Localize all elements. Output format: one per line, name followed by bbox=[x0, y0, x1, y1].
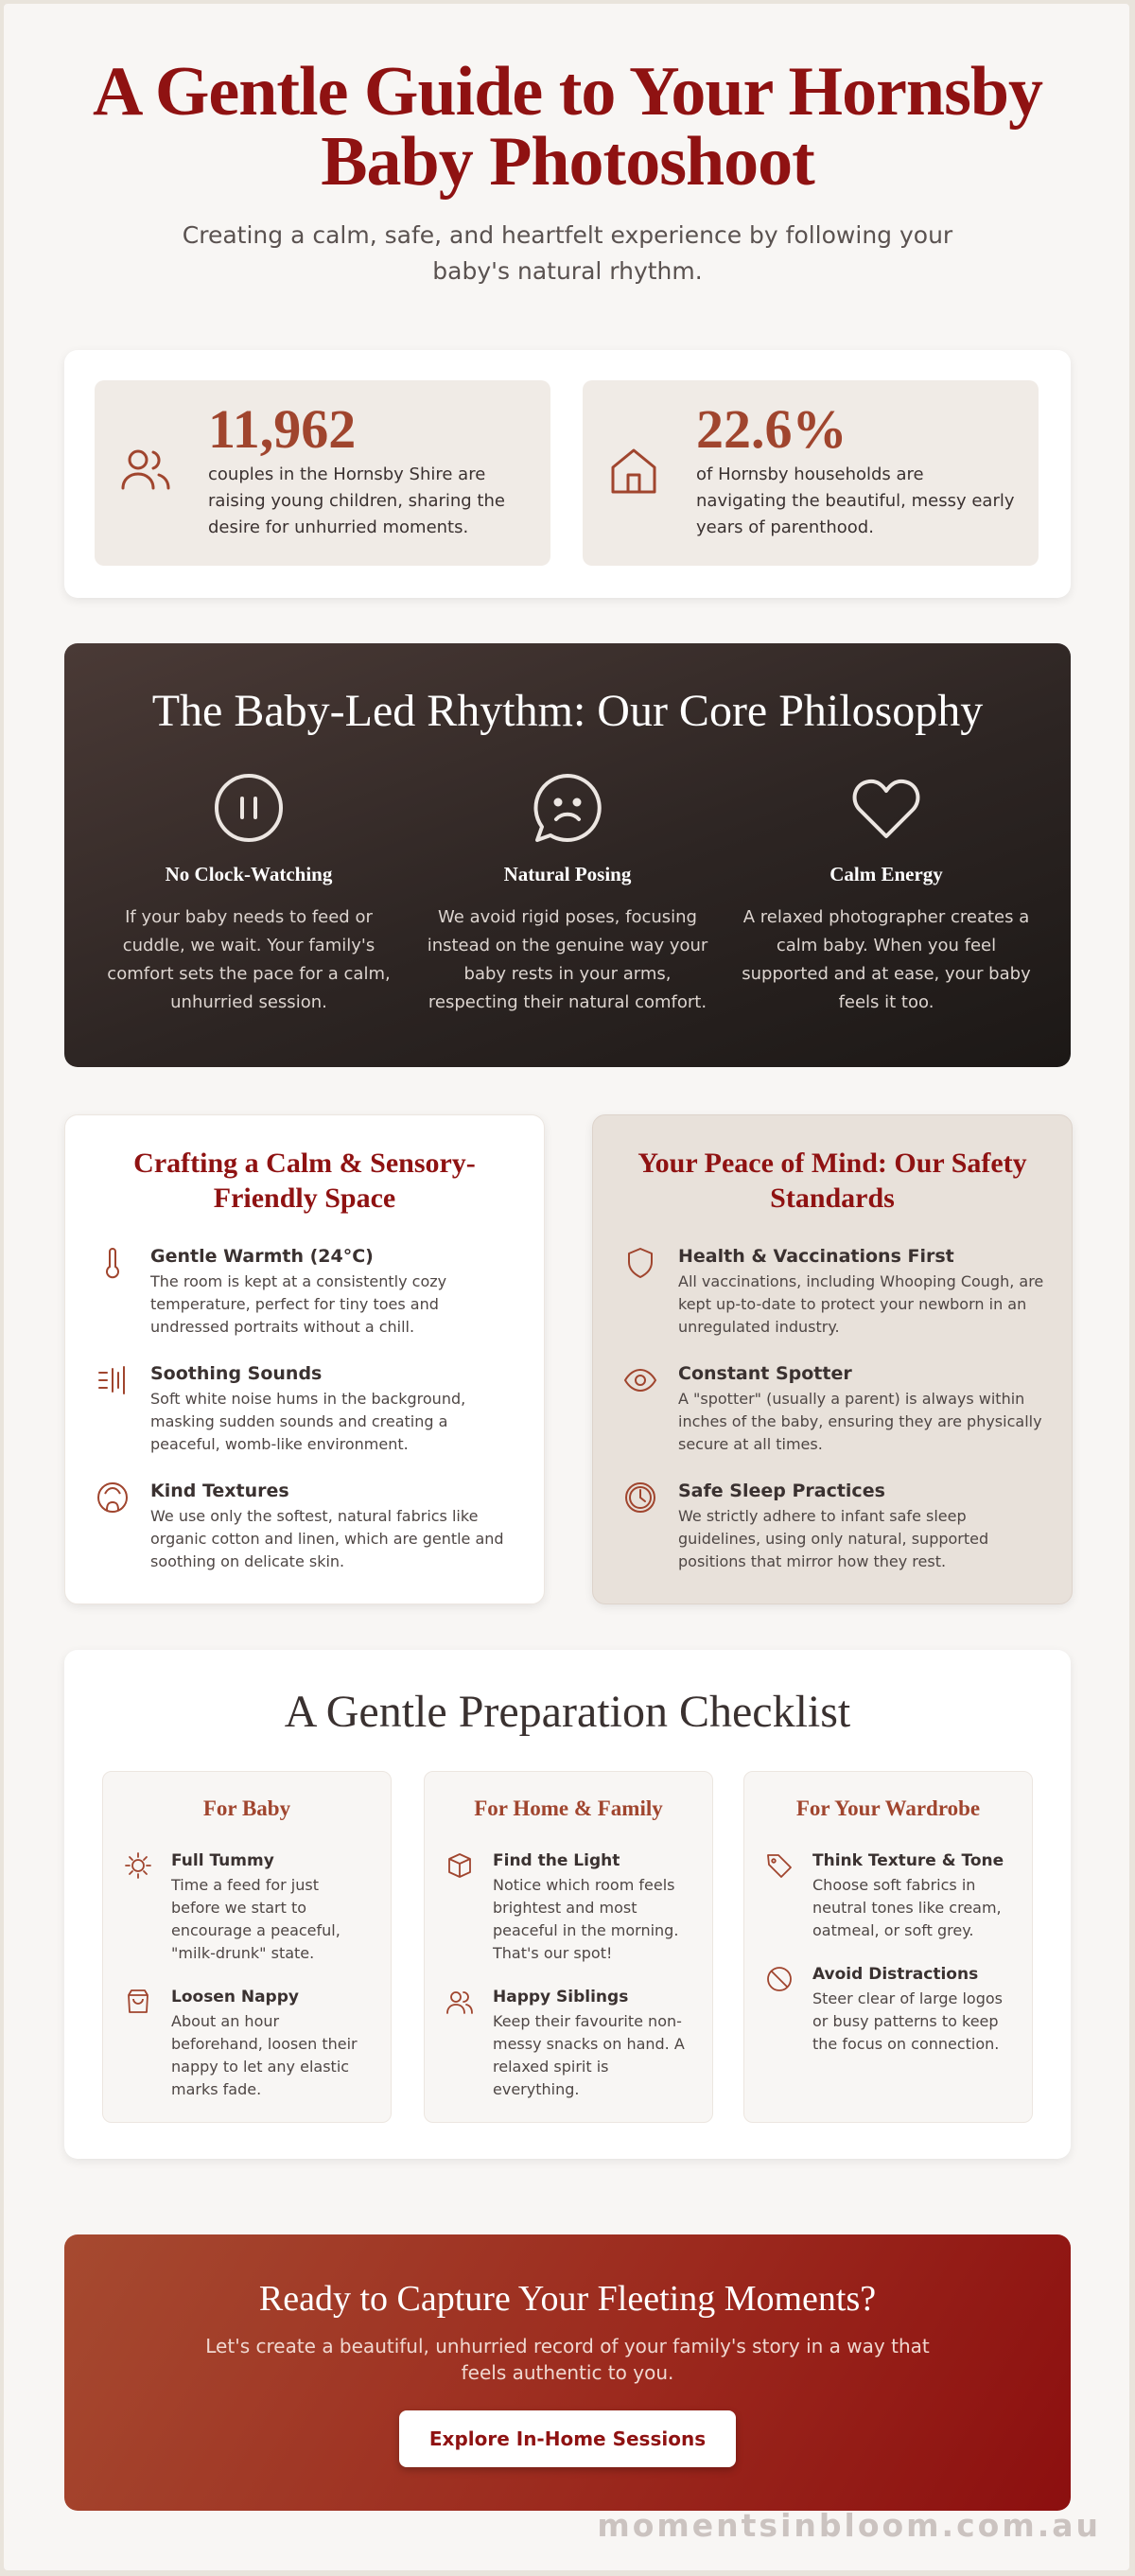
philosophy-title: The Baby-Led Rhythm: Our Core Philosophy bbox=[151, 686, 984, 736]
speech-face-icon bbox=[530, 770, 605, 846]
checklist-item-title: Loosen Nappy bbox=[171, 1988, 299, 2006]
checklist-item-title: Full Tummy bbox=[171, 1851, 274, 1870]
page-header bbox=[0, 53, 1135, 289]
stat-value: 11,962 bbox=[208, 398, 357, 460]
philosophy-item bbox=[102, 770, 395, 1017]
safety-card bbox=[592, 1114, 1073, 1604]
stat-description: couples in the Hornsby Shire are raising young children, sharing the desire for unhurried moments. bbox=[208, 464, 505, 537]
philosophy-item-text: A relaxed photographer creates a calm baby. When you feel supported and at ease, your baby feels it too. bbox=[742, 907, 1031, 1012]
sensory-item-text: The room is kept at a consistently cozy temperature, perfect for tiny toes and undressed portraits without a chill. bbox=[150, 1272, 447, 1336]
clock-icon bbox=[623, 1481, 657, 1515]
sensory-item-title: Kind Textures bbox=[150, 1481, 289, 1501]
page-title: A Gentle Guide to Your Hornsby Baby Photoshoot bbox=[92, 53, 1043, 201]
stat-couples bbox=[95, 380, 550, 566]
safety-item-title: Constant Spotter bbox=[678, 1363, 852, 1384]
fabric-icon bbox=[96, 1481, 130, 1515]
safety-item-text: A "spotter" (usually a parent) is always within inches of the baby, ensuring they are physically secure at all times. bbox=[678, 1390, 1042, 1453]
cta-text: Let's create a beautiful, unhurried record of your family's story in a way that feels authentic to you. bbox=[205, 2335, 930, 2384]
stat-value: 22.6% bbox=[696, 398, 847, 460]
checklist-title: A Gentle Preparation Checklist bbox=[284, 1687, 851, 1737]
safety-item bbox=[623, 1246, 1049, 1339]
pause-circle-icon bbox=[211, 770, 287, 846]
checklist-item bbox=[765, 1851, 1013, 1942]
checklist-item-title: Avoid Distractions bbox=[812, 1965, 979, 1984]
sensory-item-text: Soft white noise hums in the background, masking sudden sounds and creating a peaceful, womb-like environment. bbox=[150, 1390, 466, 1453]
explore-sessions-button[interactable]: Explore In-Home Sessions bbox=[399, 2410, 736, 2467]
bag-icon bbox=[124, 1988, 152, 2016]
checklist-column-title: For Your Wardrobe bbox=[795, 1796, 981, 1820]
checklist-item-text: Keep their favourite non-messy snacks on hand. A relaxed spirit is everything. bbox=[493, 2012, 685, 2098]
users-icon bbox=[115, 441, 176, 501]
philosophy-item bbox=[421, 770, 714, 1017]
stat-households bbox=[583, 380, 1039, 566]
thermometer-icon bbox=[96, 1246, 130, 1280]
tag-icon bbox=[765, 1851, 794, 1880]
checklist-column-title: For Home & Family bbox=[474, 1796, 663, 1820]
checklist-item-text: Choose soft fabrics in neutral tones like cream, oatmeal, or soft grey. bbox=[812, 1876, 1002, 1939]
sensory-item bbox=[96, 1363, 521, 1456]
stats-card bbox=[64, 350, 1071, 598]
sensory-space-title: Crafting a Calm & Sensory- Friendly Space bbox=[133, 1148, 476, 1214]
checklist-column-title: For Baby bbox=[202, 1796, 291, 1820]
checklist-item bbox=[765, 1965, 1013, 2056]
checklist-item-title: Find the Light bbox=[493, 1851, 620, 1870]
ban-icon bbox=[765, 1965, 794, 1993]
sensory-space-card bbox=[64, 1114, 545, 1604]
checklist-item bbox=[124, 1988, 372, 2101]
sensory-item bbox=[96, 1481, 521, 1573]
philosophy-item bbox=[740, 770, 1033, 1017]
safety-item-title: Health & Vaccinations First bbox=[678, 1246, 954, 1267]
safety-item-text: We strictly adhere to infant safe sleep guidelines, using only natural, supported positions that mirror how they rest. bbox=[678, 1507, 989, 1570]
philosophy-item-text: If your baby needs to feed or cuddle, we wait. Your family's comfort sets the pace for a calm, unhurried session. bbox=[107, 907, 391, 1012]
checklist-card bbox=[64, 1650, 1071, 2159]
checklist-item-text: About an hour beforehand, loosen their nappy to let any elastic marks fade. bbox=[171, 2012, 358, 2098]
cta-section bbox=[64, 2234, 1071, 2511]
cta-title: Ready to Capture Your Fleeting Moments? bbox=[258, 2279, 877, 2319]
footer-brand: momentsinbloom.com.au bbox=[597, 2507, 1101, 2544]
checklist-item-title: Think Texture & Tone bbox=[812, 1851, 1004, 1870]
safety-title: Your Peace of Mind: Our Safety Standards bbox=[637, 1148, 1027, 1214]
safety-item-title: Safe Sleep Practices bbox=[678, 1481, 885, 1501]
shield-icon bbox=[623, 1246, 657, 1280]
sensory-item-text: We use only the softest, natural fabrics like organic cotton and linen, which are gentle and soothing on delicate skin. bbox=[150, 1507, 504, 1570]
philosophy-item-title: Natural Posing bbox=[503, 863, 632, 885]
box-icon bbox=[445, 1851, 474, 1880]
philosophy-item-title: No Clock-Watching bbox=[165, 863, 333, 885]
philosophy-item-text: We avoid rigid poses, focusing instead on the genuine way your baby rests in your arms, respecting their natural comfort. bbox=[427, 907, 708, 1012]
stat-description: of Hornsby households are navigating the beautiful, messy early years of parenthood. bbox=[696, 464, 1015, 537]
sensory-item-title: Soothing Sounds bbox=[150, 1363, 323, 1384]
philosophy-item-title: Calm Energy bbox=[829, 863, 943, 885]
checklist-item-text: Steer clear of large logos or busy patterns to keep the focus on connection. bbox=[812, 1989, 1003, 2053]
safety-item-text: All vaccinations, including Whooping Cough, are kept up-to-date to protect your newborn in an unregulated industry. bbox=[678, 1272, 1044, 1336]
sound-wave-icon bbox=[96, 1363, 130, 1397]
checklist-item-text: Notice which room feels brightest and most peaceful in the morning. That's our spot! bbox=[493, 1876, 679, 1962]
eye-icon bbox=[623, 1363, 657, 1397]
safety-item bbox=[623, 1481, 1049, 1573]
checklist-item-text: Time a feed for just before we start to encourage a peaceful, "milk-drunk" state. bbox=[171, 1876, 340, 1962]
page-subtitle: Creating a calm, safe, and heartfelt experience by following your baby's natural rhythm. bbox=[182, 221, 953, 285]
sensory-item-title: Gentle Warmth (24°C) bbox=[150, 1246, 374, 1267]
checklist-column bbox=[424, 1771, 713, 2123]
heart-icon bbox=[848, 770, 924, 846]
checklist-item bbox=[124, 1851, 372, 1965]
checklist-item-title: Happy Siblings bbox=[493, 1988, 629, 2006]
sensory-item bbox=[96, 1246, 521, 1339]
checklist-item bbox=[445, 1851, 693, 1965]
philosophy-section bbox=[64, 643, 1071, 1067]
checklist-column bbox=[102, 1771, 392, 2123]
safety-item bbox=[623, 1363, 1049, 1456]
checklist-item bbox=[445, 1988, 693, 2101]
checklist-column bbox=[743, 1771, 1033, 2123]
users-icon bbox=[445, 1988, 474, 2016]
sun-icon bbox=[124, 1851, 152, 1880]
home-icon bbox=[603, 441, 664, 501]
